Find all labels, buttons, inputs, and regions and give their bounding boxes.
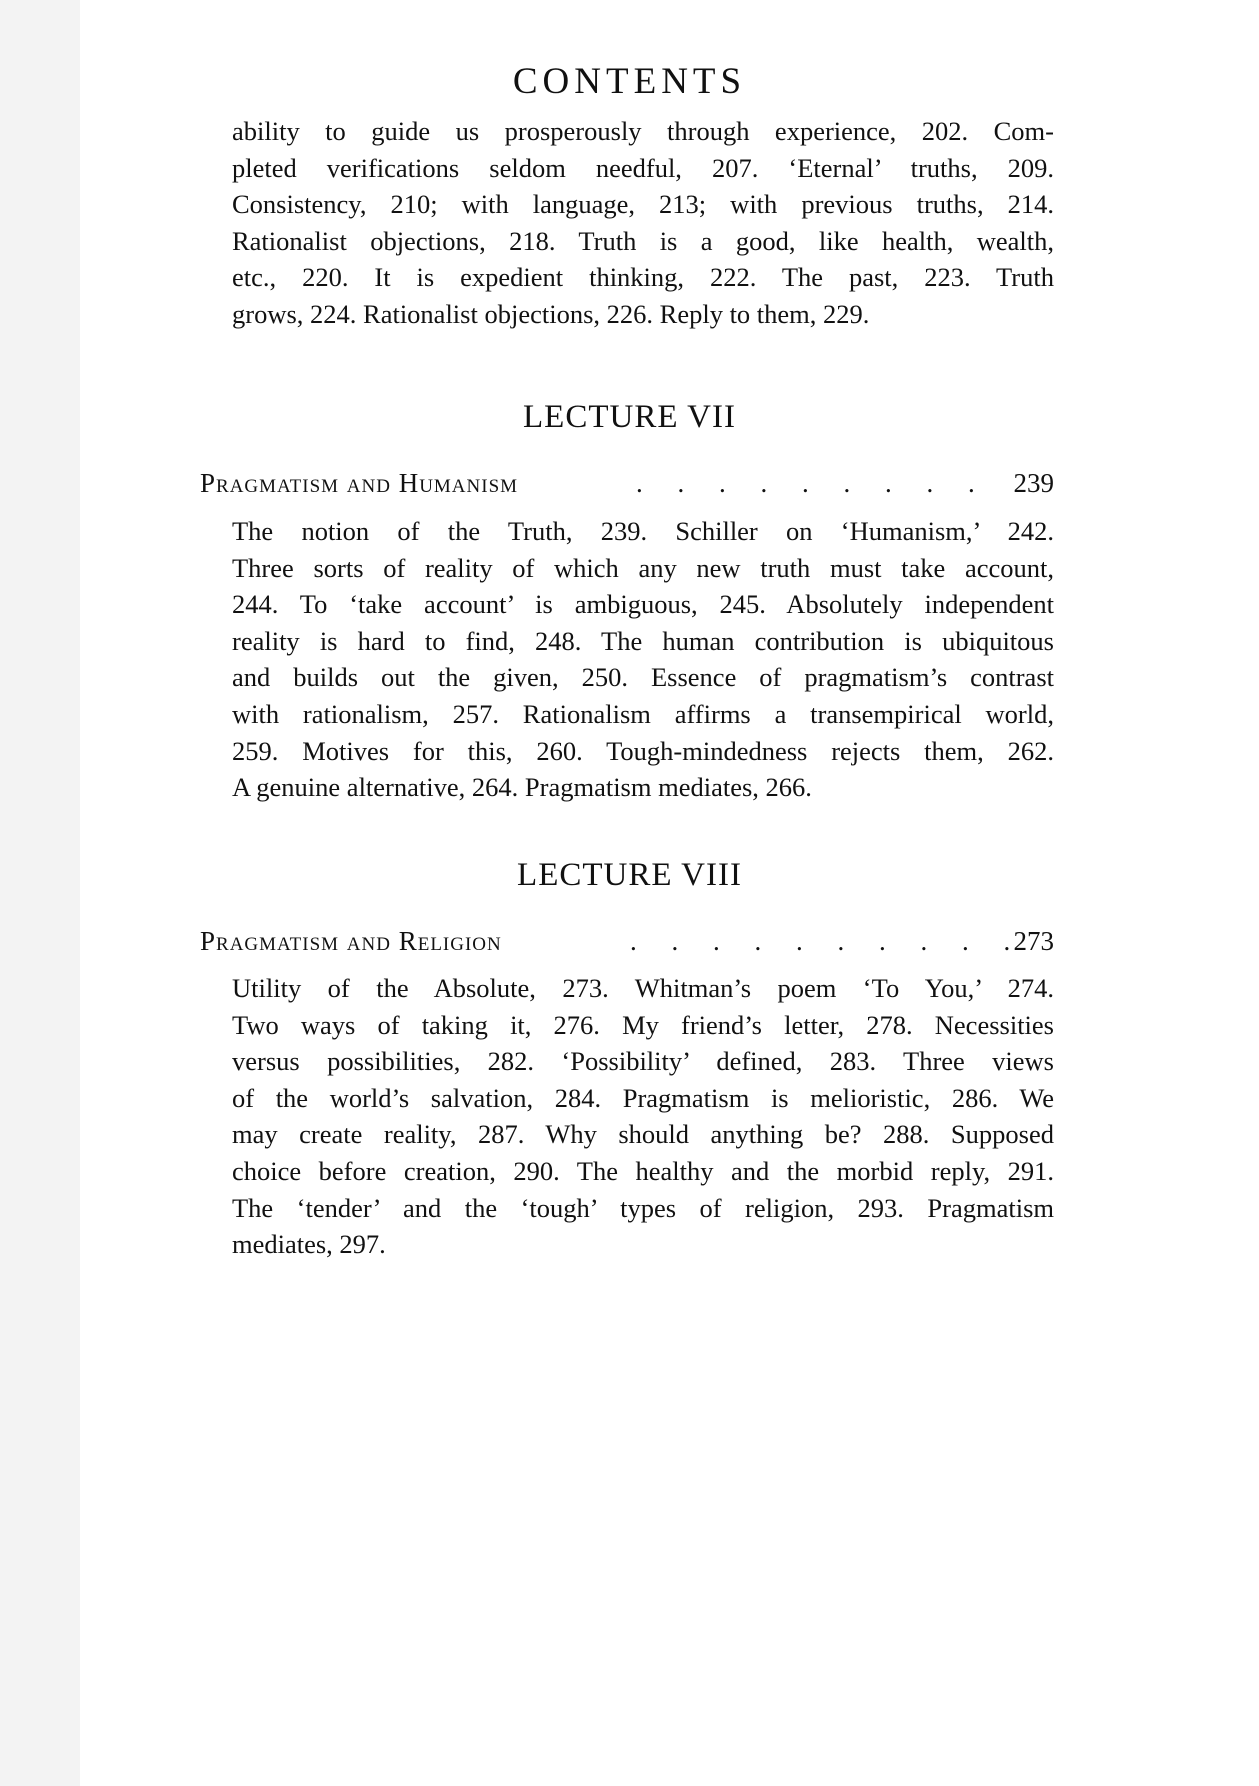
summary-line: 244. To ‘take account’ is ambiguous, 245. Absolutely independent bbox=[232, 589, 1054, 620]
lecture-8-entry bbox=[200, 921, 1054, 961]
summary-line: versus possibilities, 282. ‘Possibility’ defined, 283. Three views bbox=[232, 1046, 1054, 1077]
continued-summary bbox=[232, 113, 1054, 333]
summary-line: with rationalism, 257. Rationalism affirms a transempirical world, bbox=[232, 698, 1054, 729]
summary-line: The notion of the Truth, 239. Schiller on ‘Humanism,’ 242. bbox=[232, 516, 1054, 546]
lecture-8-page-number: 273 bbox=[1013, 926, 1054, 956]
summary-line: reality is hard to find, 248. The human contribution is ubiquitous bbox=[232, 625, 1054, 656]
summary-line: grows, 224. Rationalist objections, 226. Reply to them, 229. bbox=[232, 298, 870, 329]
summary-line: Two ways of taking it, 276. My friend’s letter, 278. Necessities bbox=[232, 1009, 1054, 1040]
summary-line: may create reality, 287. Why should anything be? 288. Supposed bbox=[232, 1119, 1054, 1150]
summary-line: etc., 220. It is expedient thinking, 222. The past, 223. Truth bbox=[232, 262, 1054, 293]
summary-line: and builds out the given, 250. Essence of pragmatism’s contrast bbox=[232, 662, 1054, 693]
summary-line: choice before creation, 290. The healthy and the morbid reply, 291. bbox=[232, 1155, 1054, 1186]
lecture-8-heading: LECTURE VIII bbox=[517, 857, 742, 893]
dot-leaders: . . . . . . . . . . bbox=[630, 926, 1025, 956]
summary-line: 259. Motives for this, 260. Tough-mindedness rejects them, 262. bbox=[232, 735, 1054, 766]
dot-leaders: . . . . . . . . . bbox=[636, 468, 989, 498]
summary-line: Three sorts of reality of which any new truth must take account, bbox=[232, 552, 1054, 583]
lecture-8-title: Pragmatism and Religion bbox=[200, 926, 502, 956]
lecture-7-entry bbox=[200, 463, 1054, 503]
summary-line: Utility of the Absolute, 273. Whitman’s poem ‘To You,’ 274. bbox=[232, 973, 1054, 1003]
summary-line: ability to guide us prosperously through experience, 202. Com- bbox=[232, 116, 1054, 146]
running-head: CONTENTS bbox=[512, 61, 747, 102]
summary-line: Rationalist objections, 218. Truth is a good, like health, wealth, bbox=[232, 225, 1054, 256]
lecture-7-heading: LECTURE VII bbox=[523, 399, 736, 435]
summary-line: The ‘tender’ and the ‘tough’ types of religion, 293. Pragmatism bbox=[232, 1192, 1054, 1223]
lecture-8-summary bbox=[232, 970, 1054, 1263]
lecture-7-summary bbox=[232, 513, 1054, 806]
summary-line: pleted verifications seldom needful, 207. ‘Eternal’ truths, 209. bbox=[232, 152, 1054, 183]
lecture-7-title: Pragmatism and Humanism bbox=[200, 468, 519, 498]
summary-line: of the world’s salvation, 284. Pragmatism is melioristic, 286. We bbox=[232, 1082, 1054, 1113]
summary-line: mediates, 297. bbox=[232, 1229, 386, 1260]
lecture-7-page-number: 239 bbox=[1013, 468, 1054, 498]
summary-line: Consistency, 210; with language, 213; with previous truths, 214. bbox=[232, 189, 1054, 220]
summary-line: A genuine alternative, 264. Pragmatism mediates, 266. bbox=[232, 772, 812, 803]
